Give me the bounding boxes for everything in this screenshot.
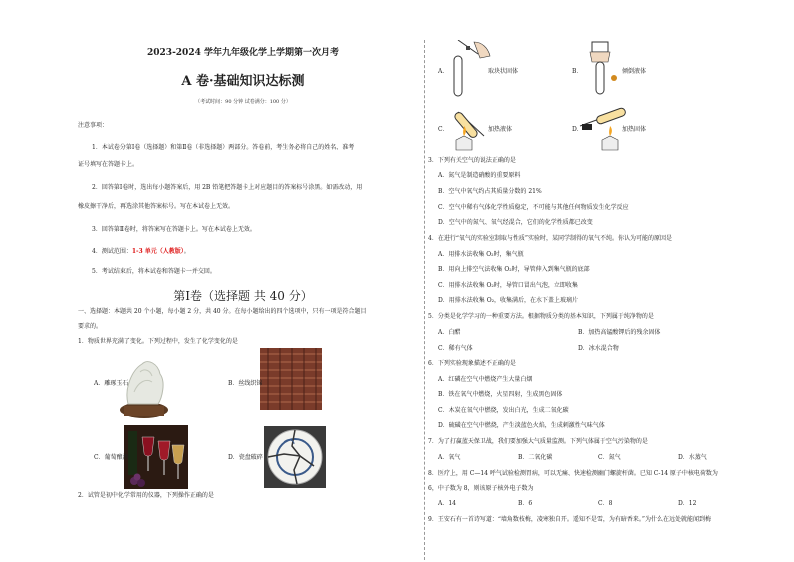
q7-option-d: D．水蒸气: [678, 454, 707, 461]
notice-4-prefix: 4．测试范围：: [92, 248, 132, 255]
q3-option-c: C．空气中稀有气体化学性质稳定，不可能与其他任何物质发生化学反应: [438, 204, 629, 211]
q2-option-d-letter: D．: [572, 126, 583, 133]
q7-option-b: B．二氧化碳: [518, 454, 553, 461]
exam-title: 2023-2024 学年九年级化学上学期第一次月考: [147, 48, 339, 58]
q5-option-d: D．冰水混合物: [578, 345, 619, 352]
q5-option-c: C．稀有气体: [438, 345, 473, 352]
q8-option-c: C．8: [598, 500, 613, 507]
q1-option-d: D．瓷盘破碎: [228, 454, 263, 461]
question-5: 5．分类是化学学习的一种重要方法。根据物质分类的基本知识，下列属于纯净物的是: [428, 313, 654, 320]
question-7: 7．为了打赢蓝天保卫战，我们要加强大气质量监测。下列气体属于空气污染物的是: [428, 438, 648, 445]
q5-option-a: A．白醋: [438, 329, 461, 336]
exam-subtitle: A 卷·基础知识达标测: [181, 74, 305, 89]
q2-option-a-letter: A．: [438, 68, 449, 75]
notice-heading: 注意事项：: [78, 122, 109, 129]
q4-option-b: B．用向上排空气法收集 O₂时，导管伸入到集气瓶的底部: [438, 266, 590, 273]
question-3: 3．下列有关空气的说法正确的是: [428, 157, 516, 164]
question-8-line-1: 8．医疗上，用 C—14 呼气试验检测胃病，可以无痛、快速检测幽门螺旋杆菌。已知 C-14 原子中核电荷数为: [428, 470, 718, 477]
notice-line: 3．回答第Ⅱ卷时，将答案写在答题卡上。写在本试卷上无效。: [92, 226, 256, 233]
q3-option-b: B．空气中氧气约占其质量分数的 21%: [438, 188, 542, 195]
q7-option-c: C．氮气: [598, 454, 621, 461]
q8-option-a: A．14: [438, 500, 456, 507]
q6-option-c: C．木炭在氧气中燃烧，发出白光，生成二氧化碳: [438, 407, 569, 414]
q5-option-b: B．加热高锰酸钾后的残余固体: [578, 329, 661, 336]
notice-line: 橡皮擦干净后，再选涂其他答案标号。写在本试卷上无效。: [78, 203, 235, 210]
q3-option-d: D．空气中的氮气、氧气经混合，它们的化学性质都已改变: [438, 219, 593, 226]
q3-option-a: A．氮气是制造硝酸的重要原料: [438, 172, 521, 179]
q8-option-b: B．6: [518, 500, 533, 507]
q4-option-a: A．用排水法收集 O₂时，集气瓶: [438, 251, 524, 258]
question-4: 4．在进行“氧气的实验室制取与性质”实验时，某同学制得的氧气不纯。你认为可能的原因是: [428, 235, 672, 242]
q2-option-a-label: 取块状固体: [488, 68, 519, 75]
question-8-line-2: 6，中子数为 8，则该原子核外电子数为: [428, 485, 534, 492]
section-title: 第Ⅰ卷（选择题 共 40 分）: [173, 289, 313, 303]
question-6: 6．下列实验现象描述不正确的是: [428, 360, 516, 367]
q1-option-c: C．葡萄酿酒: [94, 454, 129, 461]
brocade-image: [260, 348, 322, 410]
q1-option-b: B．丝线织锦: [228, 380, 263, 387]
exam-info: （考试时间：90 分钟 试卷满分：100 分）: [195, 99, 291, 105]
q6-option-d: D．硫磺在空气中燃烧，产生淡蓝色火焰，生成刺激性气味气体: [438, 422, 605, 429]
q6-option-b: B．铁在氧气中燃烧，火星四射，生成黑色固体: [438, 391, 563, 398]
q8-option-d: D．12: [678, 500, 697, 507]
droplet-icon: [610, 74, 618, 82]
notice-line: 5．考试结束后，将本试卷和答题卡一并交回。: [92, 268, 216, 275]
column-divider: [424, 40, 425, 560]
question-9: 9．王安石有一首诗写道：“墙角数枝梅，凌寒独自开。遥知不是雪，为有暗香来。”为什么在远处就能闻到梅: [428, 516, 711, 523]
notice-line: 1．本试卷分第Ⅰ卷（选择题）和第Ⅱ卷（非选择题）两部分。答卷前，考生务必将自己的姓名、准考: [92, 144, 355, 151]
q2-option-b-label: 倾倒液体: [622, 68, 647, 75]
notice-line: 证号填写在答题卡上。: [78, 161, 139, 168]
q4-option-c: C．用排水法收集 O₂时，导管口冒出气泡，立即收集: [438, 282, 578, 289]
test-range: 1-3 单元（人教版）: [131, 248, 184, 255]
notice-line: 2．回答第Ⅰ卷时，选出每小题答案后，用 2B 铅笔把答题卡上对应题目的答案标号涂黑。如需改动，用: [92, 184, 363, 191]
q2-option-d-label: 加热固体: [622, 126, 647, 133]
q2-option-c-label: 加热液体: [488, 126, 513, 133]
question-2: 2．试管是初中化学常用的仪器，下列操作正确的是: [78, 492, 214, 499]
test-tube-solid-image: [448, 40, 492, 100]
q1-option-a: A．雕琢玉石: [94, 380, 129, 387]
section-intro: 要求的。: [78, 323, 103, 330]
pouring-liquid-image: [584, 40, 618, 96]
q2-option-b-letter: B．: [572, 68, 583, 75]
q2-option-c-letter: C．: [438, 126, 449, 133]
notice-line-4: [92, 248, 190, 256]
wine-image: [124, 425, 188, 489]
broken-plate-image: [264, 426, 326, 488]
section-intro: 一、选择题：本题共 20 个小题，每小题 2 分，共 40 分。在每小题给出的四个选项中，只有一项是符合题目: [78, 308, 367, 315]
q7-option-a: A．氧气: [438, 454, 461, 461]
question-1: 1．物质世界充满了变化。下列过程中，发生了化学变化的是: [78, 338, 238, 345]
notice-4-suffix: 。: [183, 248, 190, 255]
q4-option-d: D．用排水法收集 O₂，收集满后，在水下盖上玻璃片: [438, 297, 579, 304]
q6-option-a: A．红磷在空气中燃烧产生大量白烟: [438, 376, 533, 383]
